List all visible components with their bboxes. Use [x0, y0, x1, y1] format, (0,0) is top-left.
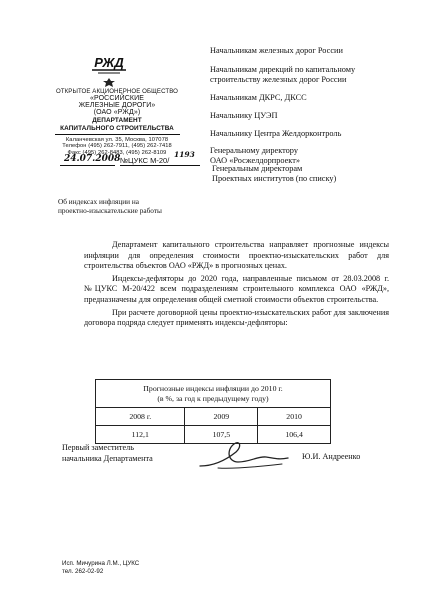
recipient-6: Генеральному директору ОАО «Росжелдорпроект» [210, 146, 300, 165]
executor-info: Исп. Мичурина Л.М., ЦУКС тел. 262-02-92 [62, 560, 140, 575]
outgoing-number-prefix: №ЦУКС М-20/ [120, 156, 170, 165]
inflation-index-table [95, 379, 331, 444]
rzd-logo [88, 52, 130, 78]
address-block: Каланчевская ул. 35, Москва, 107078 Телефон (495) 262-7911, (495) 262-7418 Факс (495) 262-8483, (495) 262-8109 [62, 137, 172, 156]
number-underline [120, 165, 200, 166]
table-cell-value: 112,1 [96, 426, 185, 444]
date-underline [60, 165, 115, 166]
handwritten-signature [196, 436, 292, 474]
department-name: ДЕПАРТАМЕНТ КАПИТАЛЬНОГО СТРОИТЕЛЬСТВА [60, 117, 174, 132]
recipient-3: Начальникам ДКРС, ДКСС [210, 93, 307, 102]
letter-body [84, 240, 389, 331]
table-cell-value: 107,5 [185, 426, 258, 444]
table-header-cell: Прогнозные индексы инфляции до 2010 г. (в %, за год к предыдущему году) [96, 380, 331, 408]
table-cell-year: 2009 [185, 408, 258, 426]
svg-text:РЖД: РЖД [94, 55, 124, 70]
date-number-line [60, 150, 210, 170]
recipient-1: Начальникам железных дорог России [210, 46, 343, 55]
handwritten-number: 1193 [174, 150, 195, 159]
letter-subject: Об индексах инфляции на проектно-изыскательские работы [58, 197, 162, 215]
recipient-2: Начальникам дирекций по капитальному строительству железных дорог России [210, 65, 356, 84]
body-paragraph-1: Департамент капитального строительства направляет прогнозные индексы инфляции для определения стоимости проектно-изыскательских работ для строительства объектов ОАО «РЖД» в прогнозных ценах. [84, 240, 389, 271]
table-cell-value: 106,4 [258, 426, 331, 444]
recipient-4: Начальнику ЦУЭП [210, 111, 278, 120]
body-paragraph-2: Индексы-дефляторы до 2020 года, направленные письмом от 28.03.2008 г. №ЦУКС М-20/422 всем подразделениям строительного комплекса ОАО «РЖД», предназначены для определения общей сметной стоимости объектов строительства. [84, 273, 389, 304]
recipient-7: Генеральным директорам Проектных институтов (по списку) [212, 164, 337, 183]
org-name: ОТКРЫТОЕ АКЦИОНЕРНОЕ ОБЩЕСТВО «РОССИЙСКИЕ ЖЕЛЕЗНЫЕ ДОРОГИ» (ОАО «РЖД») [55, 88, 179, 116]
letterhead-divider [55, 134, 180, 135]
table-header-row [96, 380, 331, 408]
table-cell-year: 2008 г. [96, 408, 185, 426]
body-paragraph-3: При расчете договорной цены проектно-изыскательских работ для заключения договора подряда следует применять индексы-дефляторы: [84, 307, 389, 328]
handwritten-date: 24.07.2008 [64, 154, 121, 164]
emblem-icon [103, 78, 115, 87]
table-cell-year: 2010 [258, 408, 331, 426]
signatory-name: Ю.И. Андреенко [302, 452, 361, 461]
table-row [96, 408, 331, 426]
signatory-position: Первый заместитель начальника Департамента [62, 443, 153, 463]
recipient-5: Начальнику Центра Желдорконтроль [210, 129, 342, 138]
